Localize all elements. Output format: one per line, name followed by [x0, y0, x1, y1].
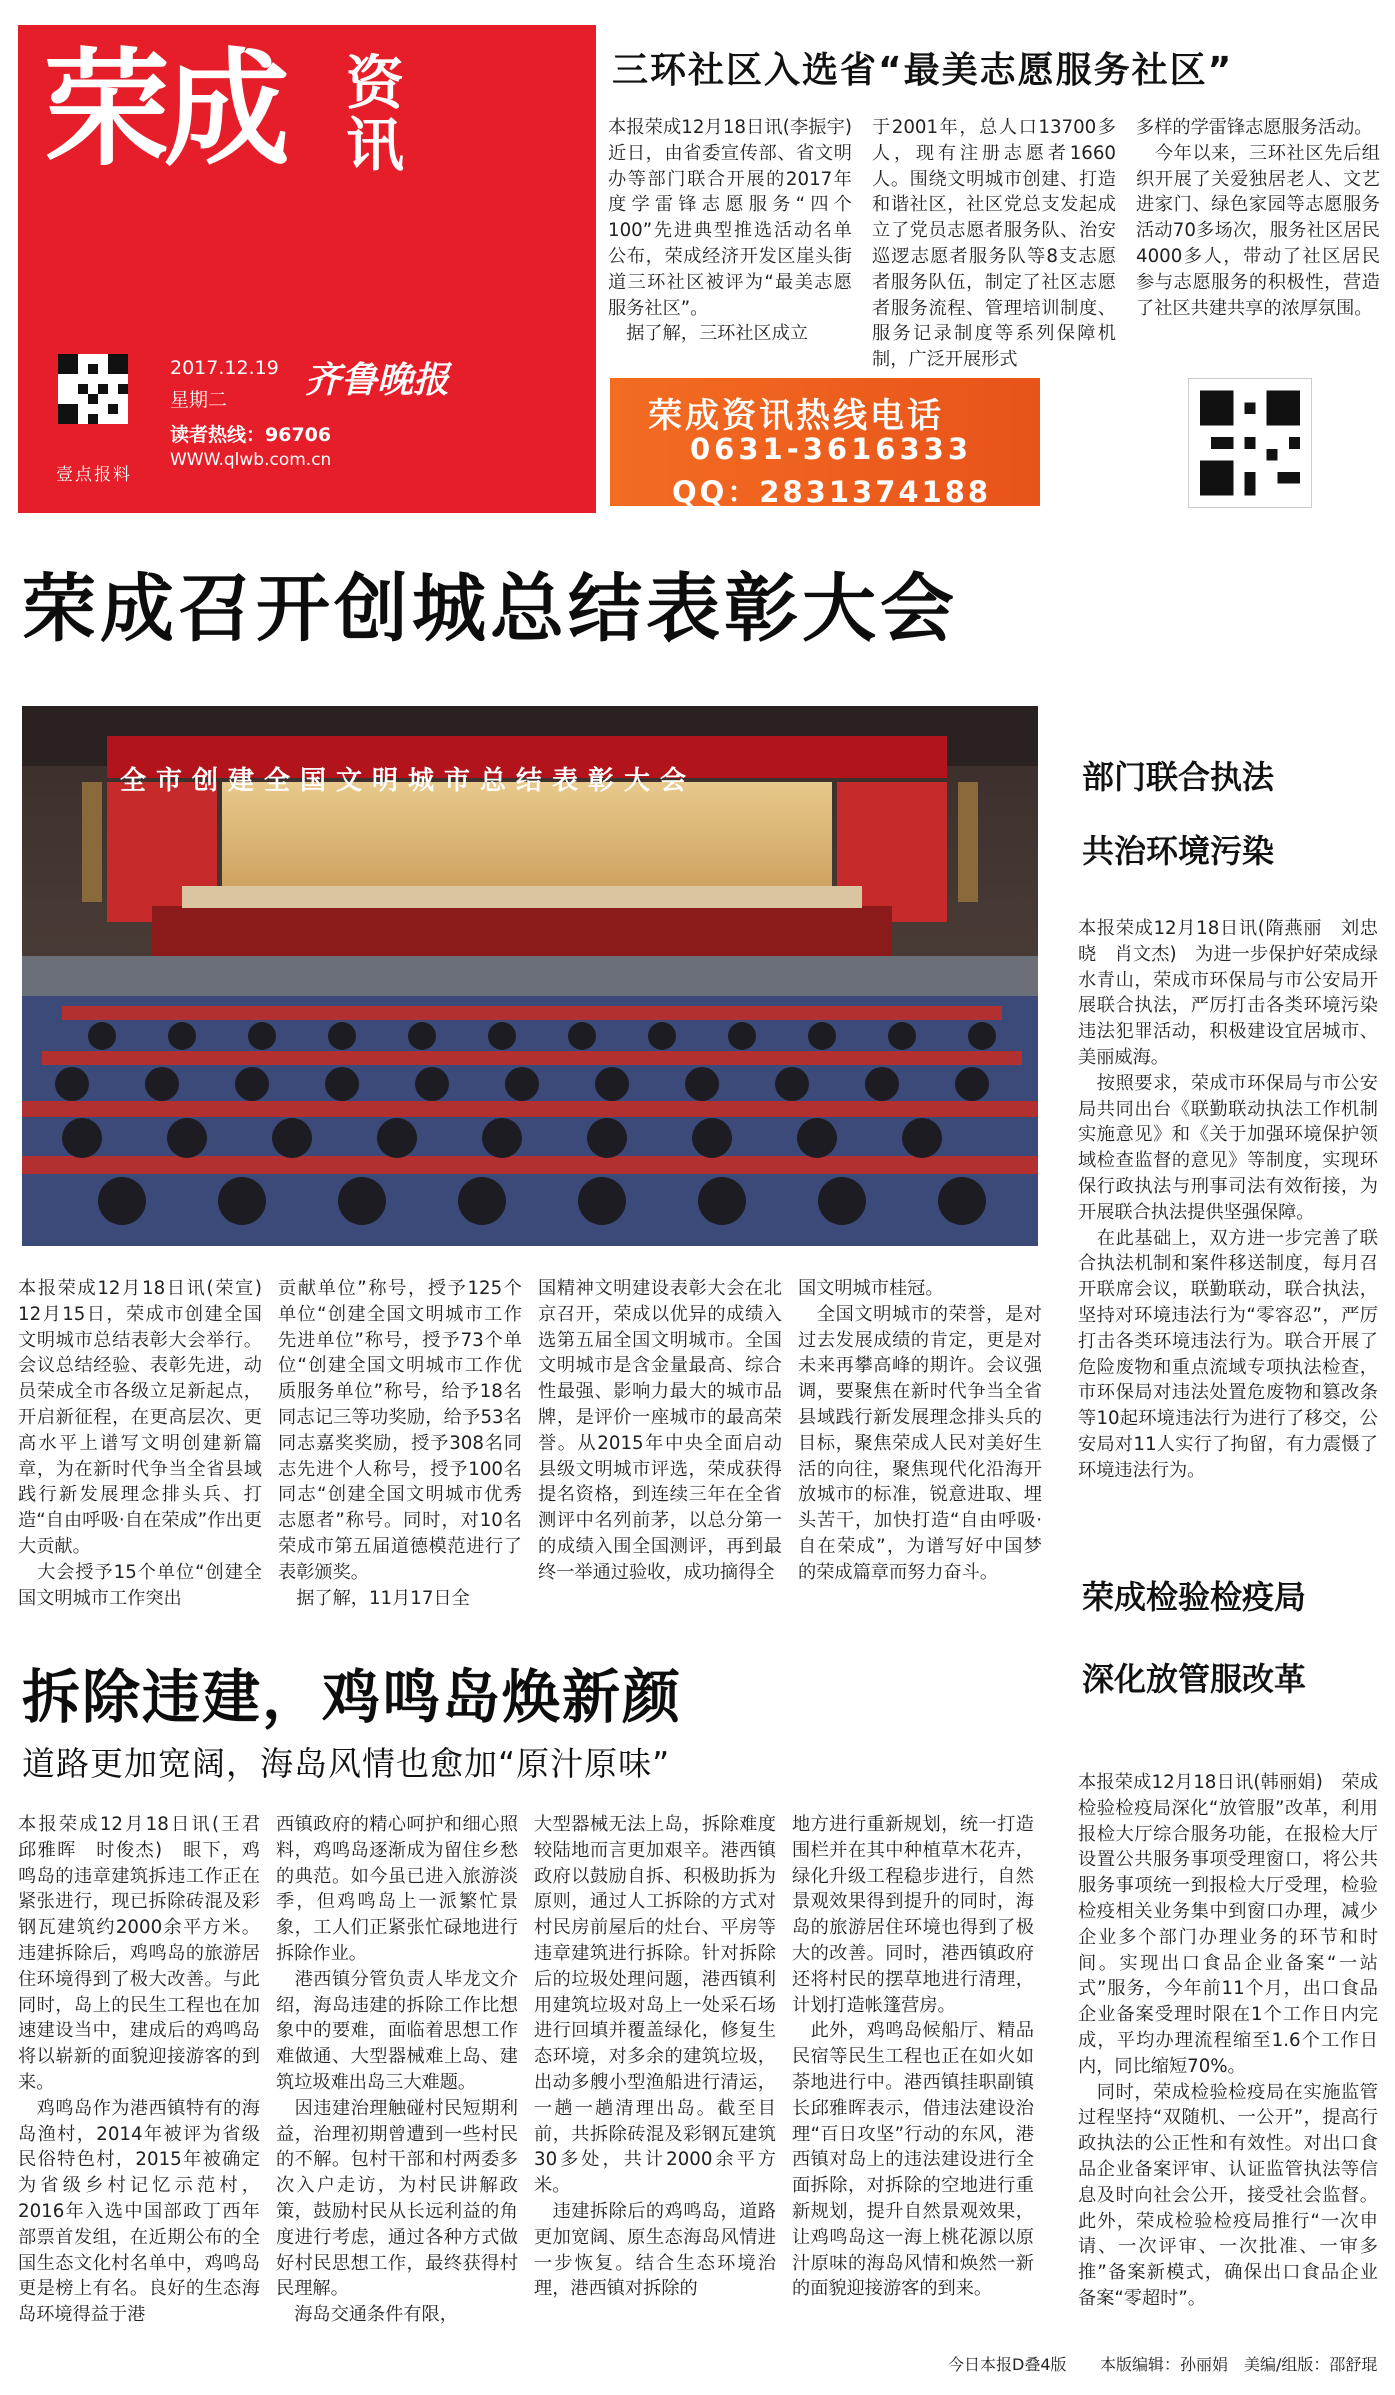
qr-code-right[interactable]: [1188, 378, 1312, 508]
top-story-title: 三环社区入选省“最美志愿服务社区”: [612, 50, 1234, 91]
main-headline: 荣成召开创城总结表彰大会: [22, 566, 958, 652]
second-story-column-1: 本报荣成12月18日讯(王君 邱雅晖 时俊杰) 眼下，鸡鸣岛的违章建筑拆违工作正在紧张进行，现已拆除砖混及彩钢瓦建筑约2000余平方米。违建拆除后，鸡鸣岛的旅游居住环境得到了极大改善。与此同时，岛上的民生工程也在加速建设当中，建成后的鸡鸣岛将以崭新的面貌迎接游客的到来。 鸡鸣岛作为港西镇特有的海岛渔村，2014年被评为省级民俗特色村，2015年被确定为省级乡村记忆示范村，2016年入选中国部政丁西年部票首发组，在近期公布的全国生态文化村名单中，鸡鸣岛更是榜上有名。良好的生态海岛环境得益于港: [18, 1814, 260, 2326]
stage-banner-text: 全市创建全国文明城市总结表彰大会: [120, 766, 697, 796]
second-story-title: 拆除违建，鸡鸣岛焕新颜: [22, 1663, 683, 1731]
right-story-2-title-line-2: 深化放管服改革: [1082, 1660, 1307, 1698]
qr-code-left[interactable]: [58, 354, 128, 424]
right-story-1-title-line-1: 部门联合执法: [1082, 758, 1275, 796]
second-story-subtitle: 道路更加宽阔，海岛风情也愈加“原汁原味”: [22, 1744, 671, 1783]
newspaper-logo: 齐鲁晚报: [305, 359, 450, 401]
issue-date: 2017.12.19: [170, 357, 279, 379]
second-story-column-4: 地方进行重新规划，统一打造围栏并在其中种植草木花卉，绿化升级工程稳步进行，自然景观效果得到提升的同时，海岛的旅游居住环境也得到了极大的改善。同时，港西镇政府还将村民的摆草地进行清理，计划打造帐篷营房。 此外，鸡鸣岛候船厅、精品民宿等民生工程也正在如火如荼地进行中。港西镇挂职副镇长邱雅晖表示，借违法建设治理“百日攻坚”行动的东风，港西镇对岛上的违法建设进行全面拆除，对拆除的空地进行重新规划，提升自然景观效果，让鸡鸣岛这一海上桃花源以原汁原味的海岛风情和焕然一新的面貌迎接游客的到来。: [792, 1814, 1034, 2300]
masthead-logo: 荣成: [44, 36, 284, 183]
reader-hotline: 读者热线：96706: [170, 424, 332, 446]
top-story-column-3: 多样的学雷锋志愿服务活动。 今年以来，三环社区先后组织开展了关爱独居老人、文艺进家门、绿色家园等志愿服务活动70多场次，服务社区居民4000多人，带动了社区居民参与志愿服务的积极性，营造了社区共建共享的浓厚氛围。: [1136, 117, 1380, 319]
right-story-2-title-line-1: 荣成检验检疫局: [1082, 1578, 1307, 1616]
qr-caption: 壹点报料: [56, 465, 132, 485]
main-story-column-4: 国文明城市桂冠。 全国文明城市的荣誉，是对过去发展成绩的肯定，更是对未来再攀高峰的期许。会议强调，要聚焦在新时代争当全省县域践行新发展理念排头兵的目标，聚焦荣成人民对美好生活的向往，聚焦现代化沿海开放城市的标准，锐意进取、埋头苦干，加快打造“自由呼吸·自在荣成”，为谱写好中国梦的荣成篇章而努力奋斗。: [798, 1278, 1042, 1583]
footer-edition-note: 今日本报D叠4版: [948, 2355, 1067, 2374]
main-story-column-3: 国精神文明建设表彰大会在北京召开，荣成以优异的成绩入选第五届全国文明城市。全国文明城市是含金量最高、综合性最强、影响力最大的城市品牌，是评价一座城市的最高荣誉。从2015年中央全面启动县级文明城市评选，荣成获得提名资格，到连续三年在全省测评中名列前茅，以总分第一的成绩入围全国测评，再到最终一举通过验收，成功摘得全: [538, 1278, 782, 1583]
right-story-1-title-line-2: 共治环境污染: [1082, 832, 1275, 870]
hotline-banner-title: 荣成资讯热线电话: [648, 396, 944, 436]
second-story-column-3: 大型器械无法上岛，拆除难度较陆地而言更加艰辛。港西镇政府以鼓励自拆、积极助拆为原则，通过人工拆除的方式对村民房前屋后的灶台、平房等违章建筑进行拆除。针对拆除后的垃圾处理问题，港西镇利用建筑垃圾对岛上一处采石场进行回填并覆盖绿化，修复生态环境，对多余的建筑垃圾，出动多艘小型渔船进行清运，一趟一趟清理出岛。截至目前，共拆除砖混及彩钢瓦建筑30多处，共计2000余平方米。 违建拆除后的鸡鸣岛，道路更加宽阔、原生态海岛风情进一步恢复。结合生态环境治理，港西镇对拆除的: [534, 1814, 776, 2300]
main-story-column-1: 本报荣成12月18日讯(荣宣) 12月15日，荣成市创建全国文明城市总结表彰大会举行。会议总结经验、表彰先进，动员荣成全市各级立足新起点，开启新征程，在更高层次、更高水平上谱写文明创建新篇章，为在新时代争当全省县域践行新发展理念排头兵、打造“自由呼吸·自在荣成”作出更大贡献。 大会授予15个单位“创建全国文明城市工作突出: [18, 1278, 262, 1609]
second-story-column-2: 西镇政府的精心呵护和细心照料，鸡鸣岛逐渐成为留住乡愁的典范。如今虽已进入旅游淡季，但鸡鸣岛上一派繁忙景象，工人们正紧张忙碌地进行拆除作业。 港西镇分管负责人毕龙文介绍，海岛违建的拆除工作比想象中的要难，面临着思想工作难做通、大型器械难上岛、建筑垃圾难出岛三大难题。 因违建治理触碰村民短期利益，治理初期曾遭到一些村民的不解。包村干部和村两委多次入户走访，为村民讲解政策，鼓励村民从长远利益的角度进行考虑，通过各种方式做好村民思想工作，最终获得村民理解。 海岛交通条件有限，: [276, 1814, 518, 2326]
website-link[interactable]: WWW.qlwb.com.cn: [170, 450, 332, 470]
right-story-1-body: 本报荣成12月18日讯(隋燕丽 刘忠晓 肖文杰) 为进一步保护好荣成绿水青山，荣成市环保局与市公安局开展联合执法，严厉打击各类环境污染违法犯罪活动，积极建设宜居城市、美丽威海。 按照要求，荣成市环保局与市公安局共同出台《联勤联动执法工作机制实施意见》和《关于加强环境保护领域检查监督的意见》等制度，实现环保行政执法与刑事司法有效衔接，为开展联合执法提供坚强保障。 在此基础上，双方进一步完善了联合执法机制和案件移送制度，每月召开联席会议，联勤联动，联合执法，坚持对环境违法行为“零容忍”，严厉打击各类环境违法行为。联合开展了危险废物和重点流域专项执法检查，市环保局对违法处置危废物和篡改条等10起环境违法行为进行了移交，公安局对11人实行了拘留，有力震慑了环境违法行为。: [1078, 918, 1378, 1481]
right-story-2-body: 本报荣成12月18日讯(韩丽娟) 荣成检验检疫局深化“放管服”改革，利用报检大厅综合服务功能，在报检大厅设置公共服务事项受理窗口，将公共服务事项统一到报检大厅受理，检验检疫相关业务集中到窗口办理，减少企业多个部门办理业务的环节和时间。实现出口食品企业备案“一站式”服务，今年前11个月，出口食品企业备案受理时限在1个工作日内完成，平均办理流程缩至1.6个工作日内，同比缩短70%。 同时，荣成检验检疫局在实施监管过程坚持“双随机、一公开”，提高行政执法的公正性和有效性。对出口食品企业备案评审、认证监管执法等信息及时向社会公开，接受社会监督。此外，荣成检验检疫局推行“一次申请、一次评审、一次批准、一审多推”备案新模式，确保出口食品企业备案“零超时”。: [1078, 1772, 1378, 2309]
top-story-column-1: 本报荣成12月18日讯(李振宇) 近日，由省委宣传部、省文明办等部门联合开展的2017年度学雷锋志愿服务“四个100”先进典型推选活动名单公布，荣成经济开发区崖头街道三环社区被评为“最美志愿服务社区”。 据了解，三环社区成立: [608, 117, 852, 345]
main-story-column-2: 贡献单位”称号，授予125个单位“创建全国文明城市工作先进单位”称号，授予73个单位“创建全国文明城市工作优质服务单位”称号，给予18名同志记三等功奖励，给予53名同志嘉奖奖励，授予308名同志先进个人称号，授予100名同志“创建全国文明城市优秀志愿者”称号。同时，对10名荣成市第五届道德模范进行了表彰颁奖。 据了解，11月17日全: [278, 1278, 522, 1609]
top-story-column-2: 于2001年，总人口13700多人，现有注册志愿者1660人。围绕文明城市创建、打造和谐社区，社区党总支发起成立了党员志愿者服务队、治安巡逻志愿者服务队等8支志愿者服务队伍，制定了社区志愿者服务流程、管理培训制度、服务记录制度等系列保障机制，广泛开展形式: [872, 117, 1116, 371]
issue-weekday: 星期二: [170, 389, 228, 411]
footer-editor-credits: 本版编辑：孙丽娟 美编/组版：邵舒琨: [1100, 2355, 1378, 2374]
hotline-phone: 0631-3616333: [690, 432, 972, 466]
hotline-qq: QQ：2831374188: [672, 475, 992, 509]
masthead-logo-sub: 资讯: [346, 49, 405, 179]
